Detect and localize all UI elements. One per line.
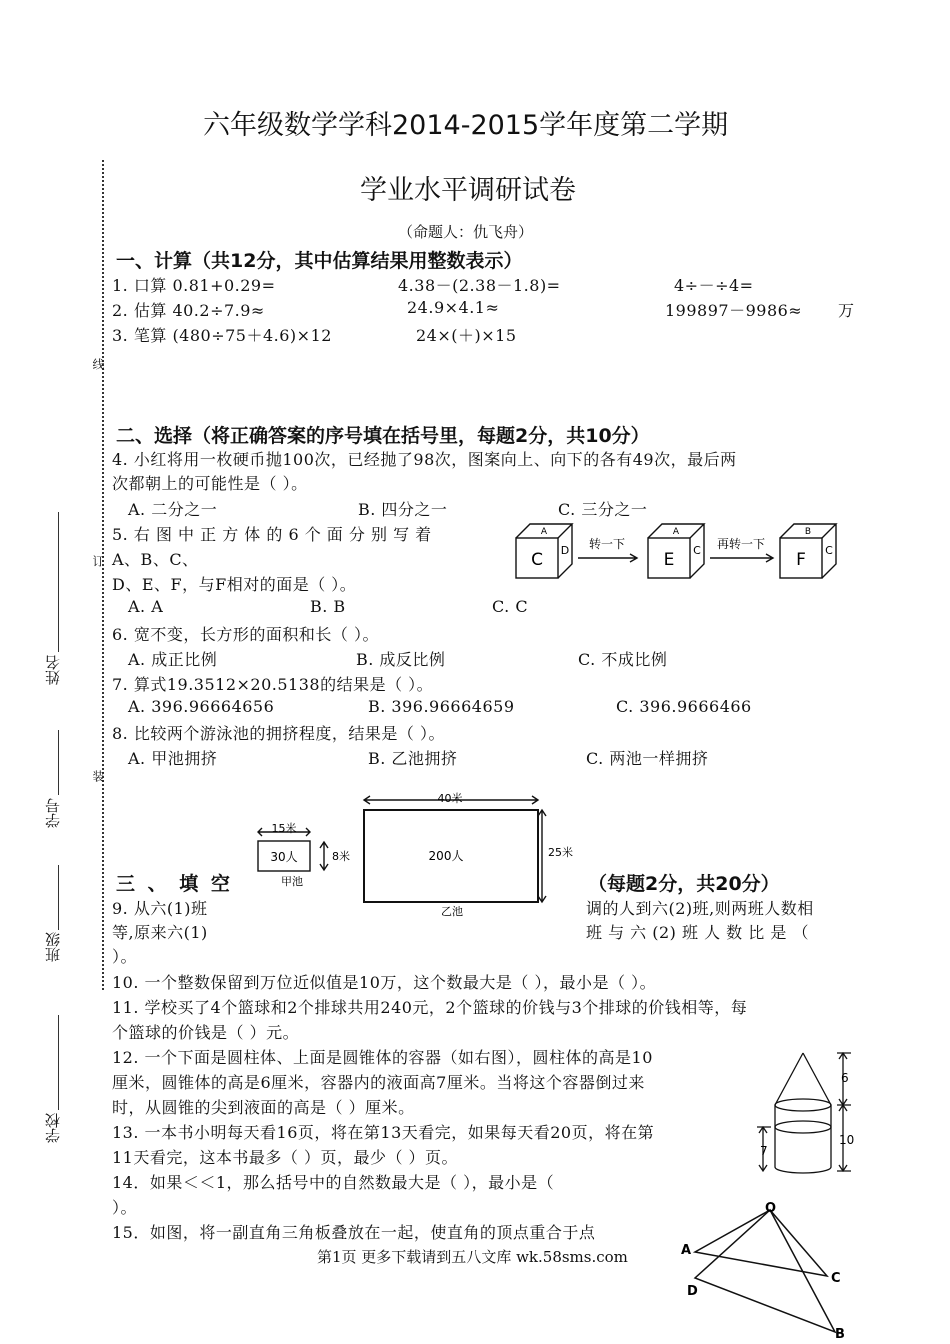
q1-part2: 4.38－(2.38－1.8)= [398,276,561,295]
q14-line1: 14．如果＜＜1，那么括号中的自然数最大是（ ），最小是（ [112,1173,555,1192]
q2-part3: 199897－9986≈ [665,301,803,320]
big-pool-name: 乙池 [441,905,463,918]
cube-arrow1-label: 转一下 [588,537,626,551]
big-pool-width: 40米 [437,792,463,805]
school-underline [58,1015,59,1110]
q4-line1: 4. 小红将用一枚硬币抛100次，已经抛了98次，图案向上、向下的各有49次，最后两 [112,450,737,469]
q6-option-c: C. 不成比例 [578,650,668,669]
small-pool-people: 30人 [270,850,298,864]
page-footer: 第1页 更多下载请到五八文库 wk.58sms.com [317,1248,628,1266]
q13-line2: 11天看完，这本书最多（ ）页，最少（ ）页。 [112,1148,459,1167]
q3-part2: 24×(＋)×15 [416,326,517,345]
cube-arrow2-label: 再转一下 [716,537,766,551]
school-field-label: 学校 [44,1113,62,1143]
q4-option-b: B. 四分之一 [358,500,448,519]
binding-label-ding: 订 [91,555,105,567]
q5-option-a: A. A [128,597,164,616]
student-id-field-label: 学号 [44,798,62,828]
q9-left-line2: 等,原来六(1) [112,923,208,942]
q12-line3: 时，从圆锥的尖到液面的高是（ ）厘米。 [112,1098,415,1117]
q9-left-line3: ）。 [112,947,138,966]
q5-option-c: C. C [492,597,529,616]
q9-right-line1: 调的人到六(2)班,则两班人数相 [586,899,814,918]
q6-option-b: B. 成反比例 [356,650,446,669]
q6-text: 6. 宽不变，长方形的面积和长（ ）。 [112,625,379,644]
point-a-label: A [681,1243,692,1258]
q12-line1: 12. 一个下面是圆柱体、上面是圆锥体的容器（如右图），圆柱体的高是10 [112,1048,653,1067]
small-pool-height: 8米 [332,850,350,863]
q8-option-b: B. 乙池拥挤 [368,749,458,768]
q1-part3: 4÷－÷4= [674,276,754,295]
exam-title-line1: 六年级数学学科2014-2015学年度第二学期 [203,110,729,141]
q2-part2: 24.9×4.1≈ [407,298,500,317]
section1-heading: 一、计算（共12分，其中估算结果用整数表示） [116,250,523,272]
q4-line2: 次都朝上的可能性是（ ）。 [112,474,308,493]
q13-line1: 13. 一本书小明每天看16页，将在第13天看完，如果每天看20页，将在第 [112,1123,655,1142]
small-pool-width: 15米 [271,822,297,835]
cylinder-height-label: 10 [839,1133,855,1147]
swimming-pools-figure [250,788,580,918]
class-field-label: 班级 [44,932,62,962]
cube3-front-face: F [796,550,806,570]
q5-option-b: B. B [310,597,346,616]
q7-option-a: A. 396.96664656 [128,697,275,716]
q7-option-c: C. 396.9666466 [616,697,752,716]
q8-option-a: A. 甲池拥挤 [128,749,218,768]
point-b-label: B [835,1327,845,1342]
q5-line1: 5. 右 图 中 正 方 体 的 6 个 面 分 别 写 着 [112,525,432,544]
q9-right-line2: 班 与 六 (2) 班 人 数 比 是 （ [586,923,809,942]
binding-label-zhuang: 装 [91,770,105,782]
q9-left-line1: 9. 从六(1)班 [112,899,208,918]
binding-dotted-line [102,160,104,990]
cube1-side-face: D [560,544,570,557]
exam-title-line2: 学业水平调研试卷 [360,175,576,206]
q4-option-a: A. 二分之一 [128,500,218,519]
q8-text: 8. 比较两个游泳池的拥挤程度，结果是（ ）。 [112,724,445,743]
q2-unit: 万 [838,301,855,320]
triangle-plates-figure [675,1200,865,1342]
cube1-top-face: A [540,527,548,537]
small-pool-name: 甲池 [281,875,303,888]
cube-rotation-figure [510,518,840,582]
q12-line2: 厘米，圆锥体的高是6厘米，容器内的液面高7厘米。当将这个容器倒过来 [112,1073,645,1092]
point-d-label: D [687,1284,698,1299]
class-underline [58,865,59,930]
liquid-height-label: 7 [760,1144,768,1158]
cone-cylinder-figure [755,1045,865,1180]
cube2-front-face: E [663,550,675,570]
q14-line2: ）。 [112,1198,138,1217]
exam-author: （命题人：仇飞舟） [398,223,534,241]
cube3-top-face: B [804,527,812,537]
q15-text: 15．如图，将一副直角三角板叠放在一起，使直角的顶点重合于点 [112,1223,596,1242]
section3-heading: 三 、 填 空 [116,873,233,895]
q1-part1: 1. 口算 0.81+0.29= [112,276,276,295]
cube2-top-face: A [672,527,680,537]
q2-part1: 2. 估算 40.2÷7.9≈ [112,301,265,320]
point-c-label: C [831,1271,841,1286]
point-o-label: O [765,1201,777,1216]
q11-line2: 个篮球的价钱是（ ）元。 [112,1023,300,1042]
big-pool-height: 25米 [548,846,573,859]
cube2-side-face: C [693,544,701,557]
q7-option-b: B. 396.96664659 [368,697,515,716]
section2-heading: 二、选择（将正确答案的序号填在括号里，每题2分，共10分） [116,425,650,447]
cube1-front-face: C [531,550,543,570]
q5-line2: A、B、C、 [112,550,199,569]
student-id-underline [58,730,59,795]
q6-option-a: A. 成正比例 [128,650,218,669]
q4-option-c: C. 三分之一 [558,500,648,519]
q8-option-c: C. 两池一样拥挤 [586,749,709,768]
q10-text: 10. 一个整数保留到万位近似值是10万，这个数最大是（ ），最小是（ ）。 [112,973,657,992]
name-field-label: 姓名 [44,655,62,685]
q11-line1: 11. 学校买了4个篮球和2个排球共用240元，2个篮球的价钱与3个排球的价钱相等，每 [112,998,748,1017]
cube3-side-face: C [825,544,833,557]
cone-height-label: 6 [841,1071,849,1085]
name-underline [58,512,59,652]
q5-line3: D、E、F，与F相对的面是（ ）。 [112,575,357,594]
section3-heading-score: （每题2分，共20分） [588,873,780,895]
big-pool-people: 200人 [428,849,464,863]
q3-part1: 3. 笔算 (480÷75＋4.6)×12 [112,326,332,345]
binding-label-xian: 线 [91,358,105,370]
q7-text: 7. 算式19.3512×20.5138的结果是（ ）。 [112,675,434,694]
